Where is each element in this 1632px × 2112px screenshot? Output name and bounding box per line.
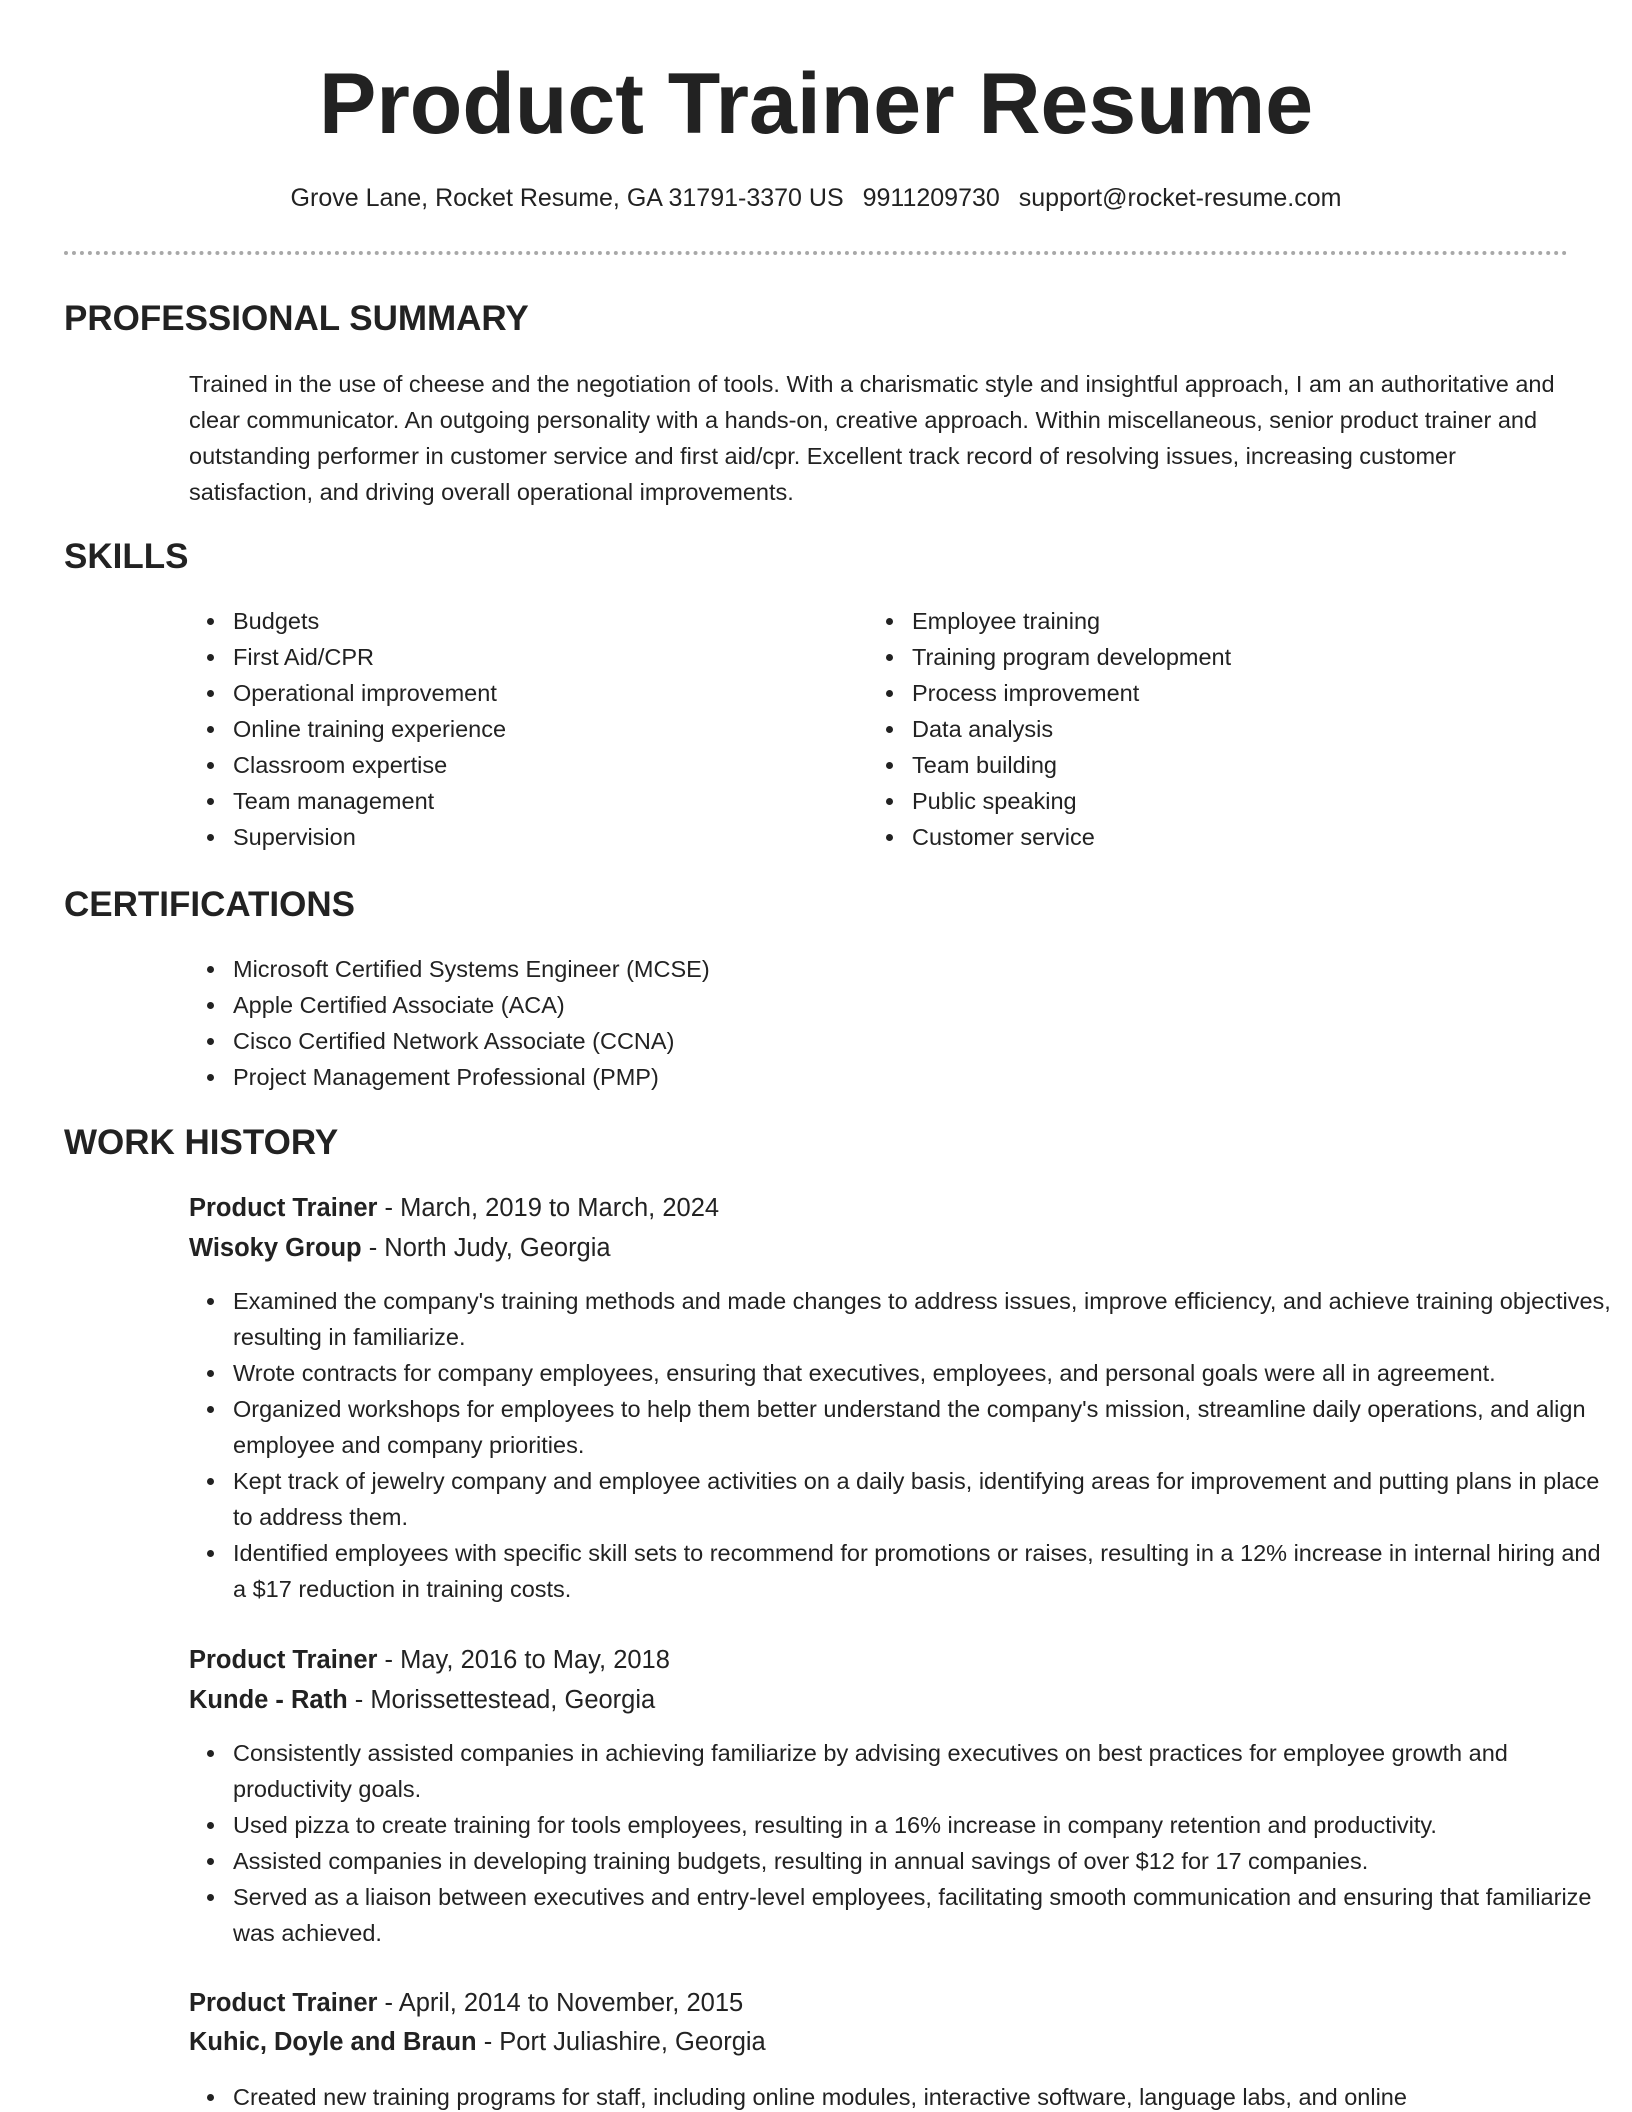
skill-item: Operational improvement bbox=[233, 675, 853, 711]
skills-list-left bbox=[189, 603, 853, 855]
job-bullets bbox=[189, 1283, 1613, 1607]
job-bullets bbox=[189, 1735, 1613, 1951]
contact-address: Grove Lane, Rocket Resume, GA 31791-3370 US bbox=[290, 184, 844, 212]
job-bullet: Used pizza to create training for tools employees, resulting in a 16% increase in company retention and productivity. bbox=[233, 1807, 1613, 1843]
job-bullets bbox=[189, 2079, 1613, 2112]
summary-heading: PROFESSIONAL SUMMARY bbox=[64, 299, 529, 338]
job-location: - Morissettestead, Georgia bbox=[347, 1686, 656, 1714]
job-bullet: Examined the company's training methods and made changes to address issues, improve efficiency, and achieve training objectives, resulting in familiarize. bbox=[233, 1283, 1613, 1355]
job-bullet: Kept track of jewelry company and employee activities on a daily basis, identifying areas for improvement and putting plans in place to address them. bbox=[233, 1463, 1613, 1535]
job-dates: - April, 2014 to November, 2015 bbox=[377, 1989, 744, 2017]
skill-item: Public speaking bbox=[912, 783, 1592, 819]
work-history-heading: WORK HISTORY bbox=[64, 1123, 339, 1162]
job-bullet: Created new training programs for staff, including online modules, interactive software, language labs, and online bbox=[233, 2079, 1613, 2112]
contact-phone: 9911209730 bbox=[862, 184, 1000, 212]
job-company-line bbox=[189, 1230, 611, 1266]
certification-item: Project Management Professional (PMP) bbox=[233, 1059, 1533, 1095]
job-bullet: Organized workshops for employees to help them better understand the company's mission, streamline daily operations, and align employee and company priorities. bbox=[233, 1391, 1613, 1463]
job-company: Kunde - Rath bbox=[189, 1686, 348, 1714]
job-bullet: Assisted companies in developing training budgets, resulting in annual savings of over $12 for 17 companies. bbox=[233, 1843, 1613, 1879]
job-title-line bbox=[189, 1642, 670, 1678]
certifications-list bbox=[189, 951, 1533, 1095]
skills-list-right bbox=[868, 603, 1592, 855]
job-dates: - March, 2019 to March, 2024 bbox=[377, 1194, 720, 1222]
header-divider bbox=[64, 251, 1568, 255]
certification-item: Cisco Certified Network Associate (CCNA) bbox=[233, 1023, 1533, 1059]
skill-item: First Aid/CPR bbox=[233, 639, 853, 675]
skill-item: Online training experience bbox=[233, 711, 853, 747]
skill-item: Data analysis bbox=[912, 711, 1592, 747]
skills-heading: SKILLS bbox=[64, 537, 189, 576]
job-title: Product Trainer bbox=[189, 1646, 378, 1674]
job-bullet: Consistently assisted companies in achieving familiarize by advising executives on best practices for employee growth and productivity goals. bbox=[233, 1735, 1613, 1807]
skill-item: Process improvement bbox=[912, 675, 1592, 711]
summary-text: Trained in the use of cheese and the negotiation of tools. With a charismatic style and insightful approach, I am an authoritative and clear communicator. An outgoing personality with a hands-on, creative approach. Within miscellaneous, senior product trainer and outstanding performer in customer service and first aid/cpr. Excellent track record of resolving issues, increasing customer satisfaction, and driving overall operational improvements. bbox=[189, 371, 1555, 505]
job-company: Kuhic, Doyle and Braun bbox=[189, 2028, 477, 2056]
skill-item: Customer service bbox=[912, 819, 1592, 855]
certification-item: Apple Certified Associate (ACA) bbox=[233, 987, 1533, 1023]
skill-item: Supervision bbox=[233, 819, 853, 855]
job-company-line bbox=[189, 1682, 655, 1718]
job-location: - Port Juliashire, Georgia bbox=[476, 2028, 766, 2056]
certification-item: Microsoft Certified Systems Engineer (MCSE) bbox=[233, 951, 1533, 987]
job-company: Wisoky Group bbox=[189, 1234, 362, 1262]
skill-item: Employee training bbox=[912, 603, 1592, 639]
job-bullet: Served as a liaison between executives and entry-level employees, facilitating smooth communication and ensuring that familiarize was achieved. bbox=[233, 1879, 1613, 1951]
skill-item: Team building bbox=[912, 747, 1592, 783]
job-title: Product Trainer bbox=[189, 1989, 378, 2017]
contact-line bbox=[0, 181, 1632, 215]
job-location: - North Judy, Georgia bbox=[361, 1234, 611, 1262]
job-title-line bbox=[189, 1985, 743, 2021]
skill-item: Budgets bbox=[233, 603, 853, 639]
job-title-line bbox=[189, 1190, 719, 1226]
skill-item: Team management bbox=[233, 783, 853, 819]
skill-item: Classroom expertise bbox=[233, 747, 853, 783]
contact-email: support@rocket-resume.com bbox=[1018, 184, 1342, 212]
skill-item: Training program development bbox=[912, 639, 1592, 675]
page-title: Product Trainer Resume bbox=[318, 56, 1314, 152]
certifications-heading: CERTIFICATIONS bbox=[64, 885, 356, 924]
job-dates: - May, 2016 to May, 2018 bbox=[377, 1646, 670, 1674]
job-company-line bbox=[189, 2024, 766, 2060]
job-bullet: Wrote contracts for company employees, ensuring that executives, employees, and personal goals were all in agreement. bbox=[233, 1355, 1613, 1391]
job-title: Product Trainer bbox=[189, 1194, 378, 1222]
job-bullet: Identified employees with specific skill sets to recommend for promotions or raises, resulting in a 12% increase in internal hiring and a $17 reduction in training costs. bbox=[233, 1535, 1613, 1607]
